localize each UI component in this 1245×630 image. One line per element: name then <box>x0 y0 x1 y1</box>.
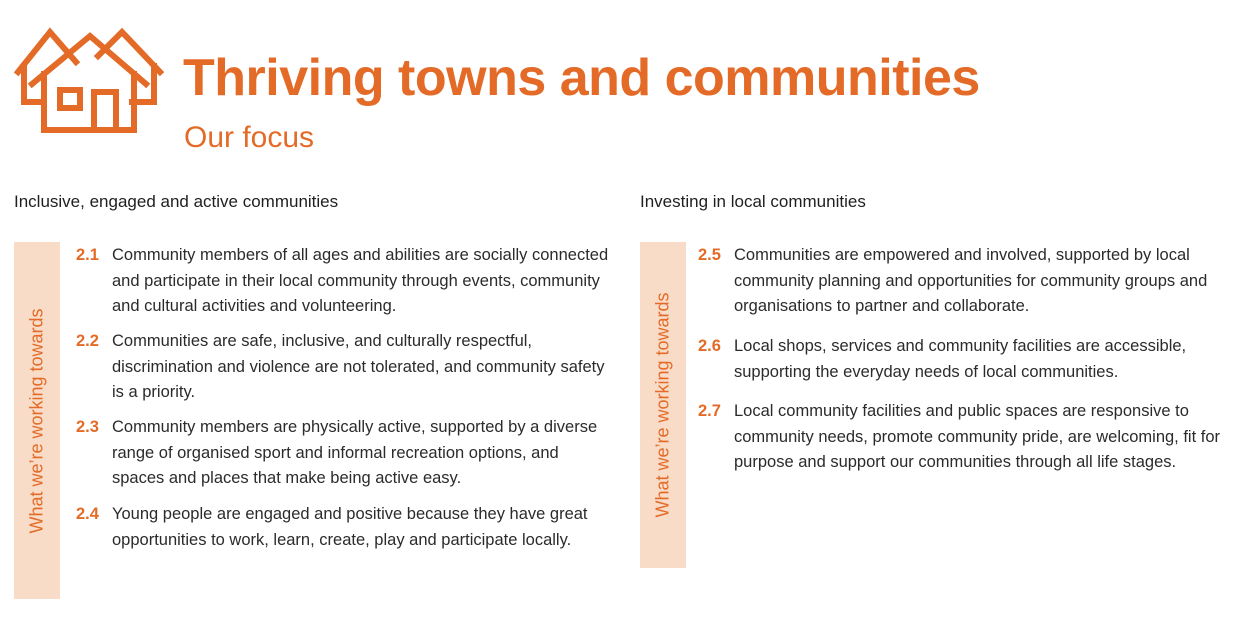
side-label: What we’re working towards <box>26 307 47 534</box>
item-number: 2.3 <box>76 418 99 436</box>
side-label-band <box>14 242 60 599</box>
side-label: What we’re working towards <box>652 292 673 518</box>
item-text: Community members are physically active, supported by a diverse range of organised sport and informal recreation options, and spaces and places that make being active easy. <box>112 418 598 487</box>
item-number: 2.7 <box>698 402 721 420</box>
houses-icon <box>14 26 164 134</box>
item-text: Communities are safe, inclusive, and culturally respectful, discrimination and violence are not tolerated, and community safety is a priority. <box>112 332 605 401</box>
column-heading-investing-communities: Investing in local communities <box>640 192 866 211</box>
page-subtitle: Our focus <box>184 121 315 154</box>
item-number: 2.5 <box>698 246 721 264</box>
item-text: Community members of all ages and abilities are socially connected and participate in their local community through events, community and cultural activities and volunteering. <box>112 246 609 315</box>
item-number: 2.1 <box>76 246 99 264</box>
item-text: Young people are engaged and positive because they have great opportunities to work, learn, create, play and participate locally. <box>112 505 588 549</box>
column-heading-inclusive-communities: Inclusive, engaged and active communities <box>14 192 339 211</box>
item-text: Communities are empowered and involved, supported by local community planning and opportunities for community groups and organisations to partner and collaborate. <box>734 246 1208 315</box>
item-text: Local shops, services and community facilities are accessible, supporting the everyday needs of local communities. <box>734 337 1187 381</box>
item-text: Local community facilities and public spaces are responsive to community needs, promote community pride, are welcoming, fit for purpose and support our communities through all life stages. <box>734 402 1221 471</box>
item-number: 2.6 <box>698 337 721 355</box>
side-label-band <box>640 242 686 568</box>
item-number: 2.2 <box>76 332 99 350</box>
item-number: 2.4 <box>76 505 99 523</box>
page-title: Thriving towns and communities <box>183 49 980 107</box>
